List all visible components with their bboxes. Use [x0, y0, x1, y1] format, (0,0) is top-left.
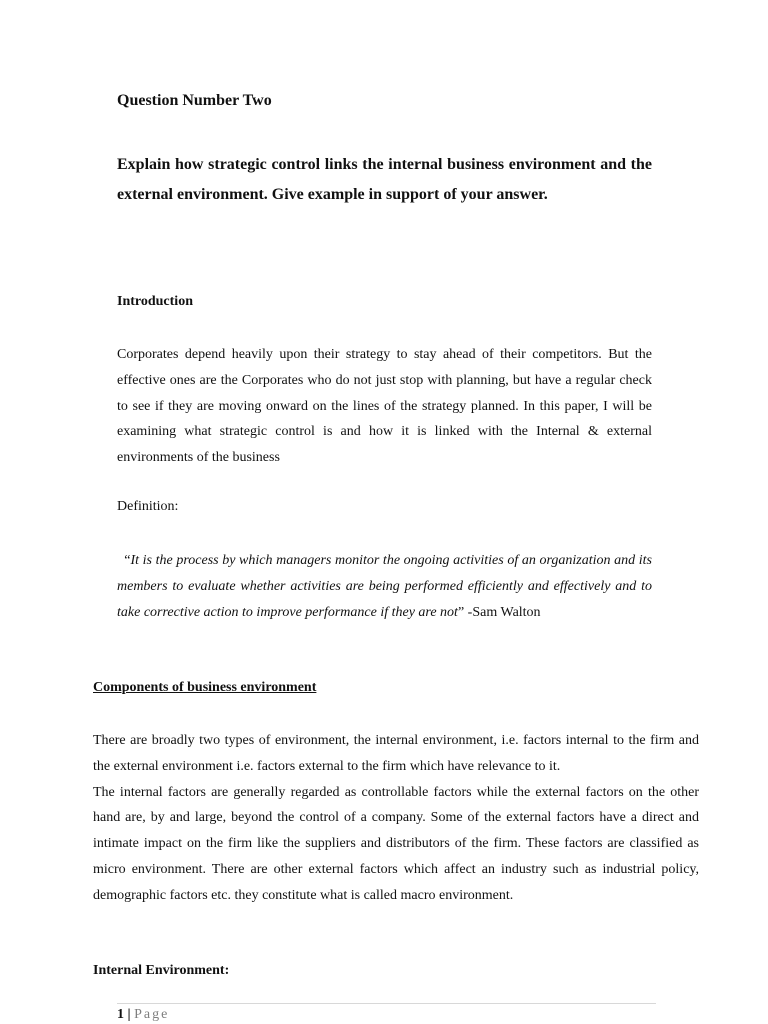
quote-attribution: -Sam Walton: [464, 604, 541, 620]
introduction-paragraph: Corporates depend heavily upon their strategy to stay ahead of their competitors. But the effective ones are the Corporates who do not just stop with planning, but have a regular check to see if they are moving onward on the lines of the strategy planned. In this paper, I will be examining what strategic control is and how it is linked with the Internal & external environments of the business: [117, 347, 652, 466]
page-number: 1: [117, 1007, 124, 1022]
components-heading: Components of business environment: [93, 680, 317, 695]
components-paragraph-2: The internal factors are generally regarded as controllable factors while the external factors on the other hand are, by and large, beyond the control of a company. Some of the external factors have a direct and intimate impact on the firm like the suppliers and distributors of the firm. These factors are classified as micro environment. There are other external factors which affect an industry such as industrial policy, demographic factors etc. they constitute what is called macro environment.: [93, 784, 699, 903]
footer-separator: |: [124, 1007, 135, 1022]
internal-environment-heading: Internal Environment:: [93, 963, 230, 978]
components-body: [93, 728, 699, 909]
close-quote-mark: ”: [457, 604, 465, 620]
footer-divider: [117, 1003, 656, 1004]
quote-text: It is the process by which managers monitor the ongoing activities of an organization and its members to evaluate whether activities are being performed efficiently and effectively and to take corrective action to improve performance if they are not: [117, 553, 652, 620]
question-text: Explain how strategic control links the internal business environment and the external environment. Give example in support of your answer.: [117, 156, 652, 203]
components-paragraph-1: There are broadly two types of environment, the internal environment, i.e. factors internal to the firm and the external environment i.e. factors external to the firm which have relevance to it.: [93, 733, 699, 774]
introduction-heading: Introduction: [117, 294, 193, 309]
definition-label: Definition:: [117, 499, 179, 514]
open-quote-mark: “: [124, 553, 131, 568]
page-footer: [117, 1007, 169, 1023]
definition-quote: [117, 548, 652, 625]
question-heading: Question Number Two: [117, 92, 272, 109]
page-label: Page: [134, 1007, 170, 1022]
